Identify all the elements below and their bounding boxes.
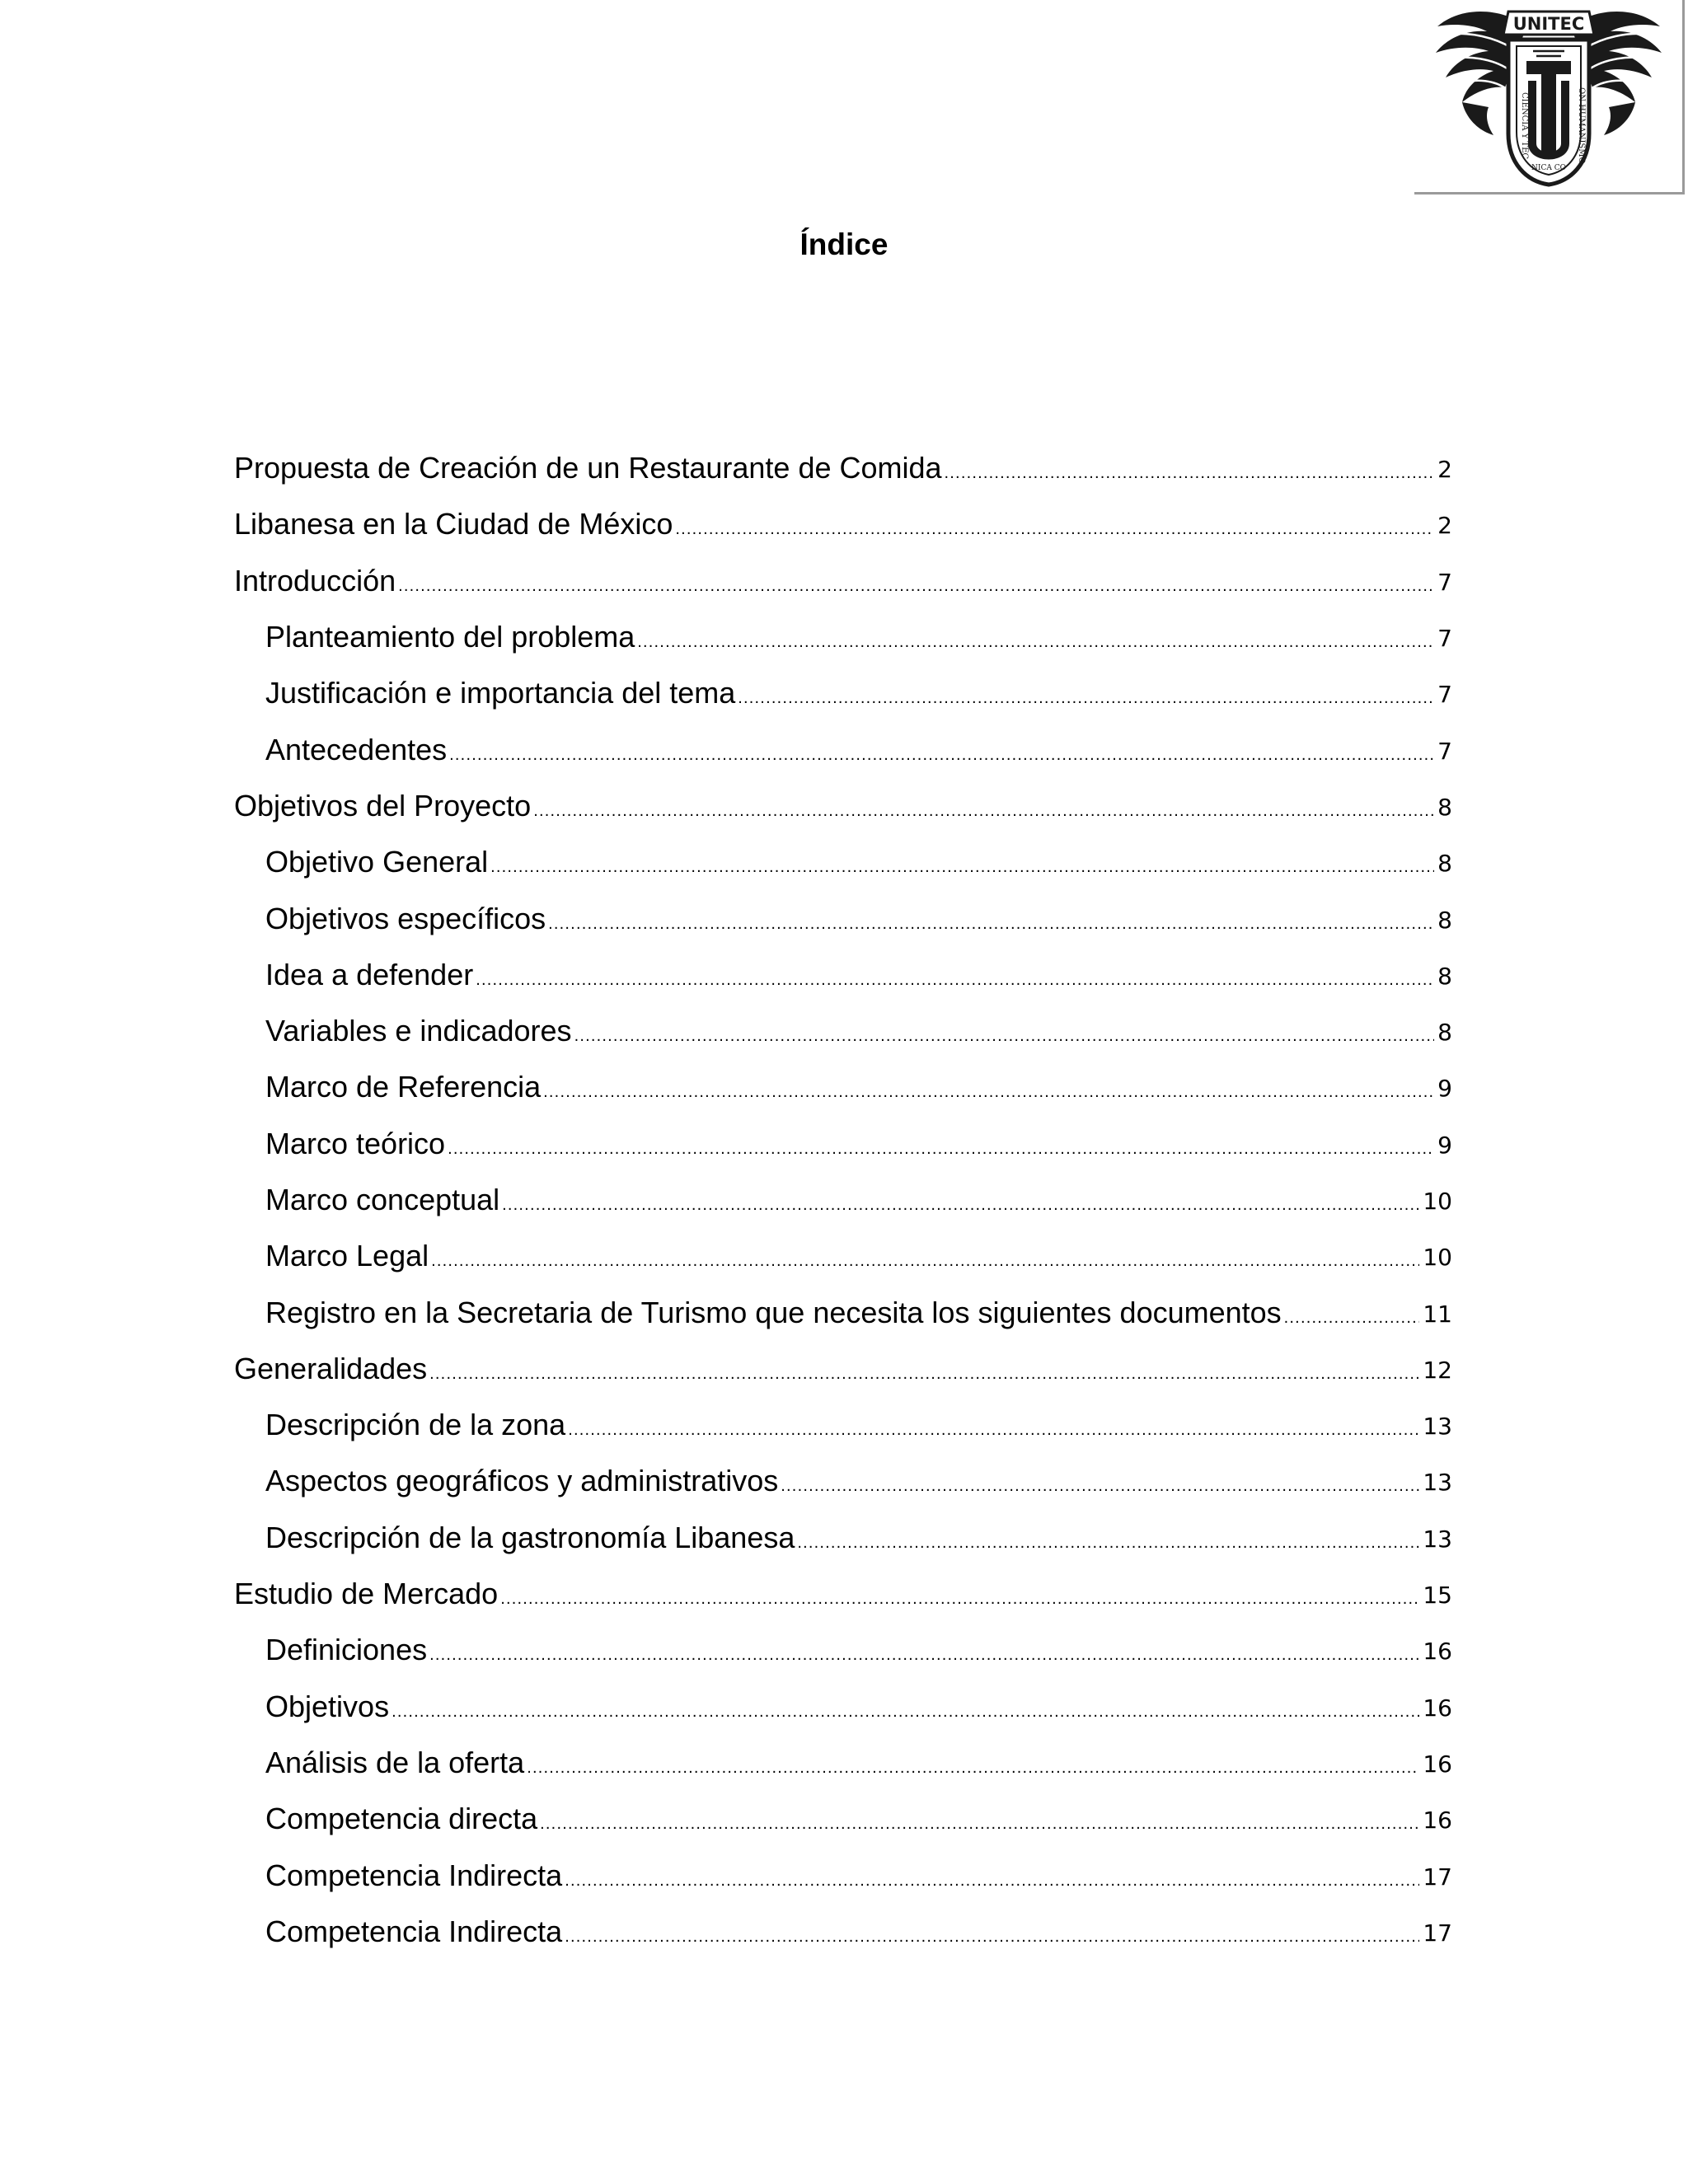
toc-entry-page-number: 11: [1423, 1300, 1452, 1328]
toc-dot-leader: [574, 1028, 1435, 1044]
toc-entry[interactable]: [234, 1059, 1452, 1115]
toc-dot-leader: [568, 1422, 1419, 1438]
toc-dot-leader: [398, 578, 1434, 594]
toc-entry-label: Descripción de la gastronomía Libanesa: [265, 1520, 795, 1554]
toc-entry[interactable]: [234, 1510, 1452, 1566]
toc-dot-leader: [540, 1816, 1419, 1832]
toc-dot-leader: [565, 1872, 1419, 1889]
toc-entry-label: Objetivos: [265, 1689, 390, 1723]
toc-entry-label: Registro en la Secretaria de Turismo que necesita los siguientes documentos: [265, 1295, 1282, 1329]
unitec-logo-icon: [1429, 2, 1668, 190]
toc-entry-label: Objetivos específicos: [265, 901, 546, 935]
toc-dot-leader: [527, 1760, 1419, 1776]
toc-entry[interactable]: [234, 1003, 1452, 1059]
toc-entry[interactable]: [234, 1172, 1452, 1228]
toc-entry-label: Propuesta de Creación de un Restaurante de Comida: [234, 451, 942, 485]
toc-entry[interactable]: [234, 1397, 1452, 1453]
toc-entry[interactable]: [234, 1566, 1452, 1622]
toc-entry-page-number: 7: [1437, 737, 1452, 765]
toc-entry-label: Análisis de la oferta: [265, 1745, 525, 1779]
toc-entry[interactable]: [234, 609, 1452, 665]
toc-dot-leader: [429, 1647, 1419, 1663]
toc-dot-leader: [533, 803, 1434, 819]
toc-entry[interactable]: [234, 665, 1452, 721]
toc-entry-page-number: 13: [1423, 1525, 1452, 1553]
toc-entry-page-number: 8: [1437, 1019, 1452, 1047]
toc-entry-page-number: 10: [1423, 1244, 1452, 1272]
toc-dot-leader: [543, 1084, 1434, 1100]
toc-entry-label: Antecedentes: [265, 732, 448, 766]
toc-dot-leader: [502, 1197, 1419, 1213]
toc-entry-page-number: 2: [1437, 456, 1452, 484]
toc-entry-label: Objetivos del Proyecto: [234, 788, 532, 823]
toc-entry[interactable]: [234, 1679, 1452, 1735]
toc-dot-leader: [500, 1591, 1419, 1607]
toc-entry-page-number: 8: [1437, 962, 1452, 990]
toc-entry-label: Planteamiento del problema: [265, 620, 635, 654]
toc-entry[interactable]: [234, 1453, 1452, 1509]
toc-entry[interactable]: [234, 834, 1452, 890]
toc-entry-page-number: 8: [1437, 850, 1452, 878]
toc-entry-page-number: 12: [1423, 1356, 1452, 1384]
toc-entry-label: Idea a defender: [265, 957, 474, 991]
toc-dot-leader: [565, 1929, 1419, 1945]
toc-entry-label: Generalidades: [234, 1351, 428, 1385]
toc-entry-label: Competencia Indirecta: [265, 1914, 563, 1948]
toc-dot-leader: [449, 747, 1434, 763]
toc-entry-page-number: 9: [1437, 1075, 1452, 1103]
toc-entry[interactable]: [234, 947, 1452, 1003]
toc-dot-leader: [490, 859, 1434, 875]
toc-entry-label: Competencia directa: [265, 1802, 538, 1836]
toc-dot-leader: [448, 1141, 1434, 1157]
toc-entry-page-number: 16: [1423, 1807, 1452, 1835]
toc-entry[interactable]: [234, 1341, 1452, 1397]
toc-entry[interactable]: [234, 1791, 1452, 1847]
toc-entry-label: Competencia Indirecta: [265, 1858, 563, 1892]
toc-entry[interactable]: [234, 890, 1452, 946]
toc-entry-label: Marco Legal: [265, 1239, 429, 1273]
toc-entry-label: Libanesa en la Ciudad de México: [234, 507, 673, 541]
toc-entry-label: Estudio de Mercado: [234, 1577, 499, 1611]
toc-dot-leader: [675, 521, 1434, 537]
toc-entry-page-number: 15: [1423, 1582, 1452, 1610]
toc-entry-page-number: 17: [1423, 1919, 1452, 1947]
toc-entry[interactable]: [234, 1847, 1452, 1903]
logo-frame: [1414, 0, 1685, 194]
svg-text:ON HUMANISMO: ON HUMANISMO: [1577, 87, 1586, 164]
toc-entry-label: Marco teórico: [265, 1126, 446, 1160]
toc-entry-label: Descripción de la zona: [265, 1408, 566, 1442]
toc-entry-page-number: 10: [1423, 1188, 1452, 1215]
toc-entry-page-number: 8: [1437, 793, 1452, 821]
toc-entry-label: Justificación e importancia del tema: [265, 676, 736, 710]
toc-entry-page-number: 13: [1423, 1469, 1452, 1497]
toc-entry-page-number: 16: [1423, 1638, 1452, 1666]
toc-entry[interactable]: [234, 1622, 1452, 1678]
toc-entry[interactable]: [234, 1904, 1452, 1960]
toc-entry[interactable]: [234, 1116, 1452, 1172]
toc-dot-leader: [738, 690, 1434, 706]
toc-dot-leader: [392, 1704, 1419, 1720]
toc-entry-page-number: 8: [1437, 906, 1452, 934]
toc-dot-leader: [781, 1478, 1419, 1494]
toc-entry-page-number: 9: [1437, 1131, 1452, 1159]
toc-dot-leader: [945, 465, 1435, 481]
toc-entry-label: Aspectos geográficos y administrativos: [265, 1464, 779, 1498]
toc-entry-page-number: 2: [1437, 512, 1452, 540]
toc-entry-page-number: 7: [1437, 625, 1452, 653]
svg-text:NICA CO: NICA CO: [1531, 164, 1566, 172]
toc-entry[interactable]: [234, 496, 1452, 552]
toc-entry-label: Introducción: [234, 563, 396, 598]
toc-entry-page-number: 17: [1423, 1863, 1452, 1891]
toc-entry[interactable]: [234, 1284, 1452, 1340]
toc-entry-label: Variables e indicadores: [265, 1014, 572, 1048]
toc-entry[interactable]: [234, 1228, 1452, 1284]
toc-entry-label: Marco de Referencia: [265, 1070, 542, 1104]
index-title: Índice: [799, 227, 889, 261]
toc-entry[interactable]: [234, 440, 1452, 496]
toc-entry-label: Marco conceptual: [265, 1183, 500, 1216]
toc-entry-page-number: 16: [1423, 1694, 1452, 1722]
svg-text:CIENCIA Y TEC: CIENCIA Y TEC: [1520, 92, 1529, 160]
toc-entry[interactable]: [234, 721, 1452, 777]
table-of-contents: [234, 440, 1452, 1960]
svg-text:UNITEC: UNITEC: [1512, 14, 1585, 34]
toc-entry-page-number: 13: [1423, 1413, 1452, 1441]
toc-entry[interactable]: [234, 778, 1452, 834]
toc-dot-leader: [429, 1366, 1419, 1382]
toc-dot-leader: [1284, 1310, 1420, 1326]
toc-entry[interactable]: [234, 553, 1452, 609]
toc-entry[interactable]: [234, 1735, 1452, 1791]
toc-dot-leader: [476, 972, 1434, 988]
toc-dot-leader: [637, 634, 1434, 650]
toc-entry-page-number: 7: [1437, 681, 1452, 709]
toc-entry-page-number: 7: [1437, 568, 1452, 596]
toc-dot-leader: [797, 1535, 1419, 1551]
toc-entry-label: Objetivo General: [265, 845, 489, 879]
toc-entry-label: Definiciones: [265, 1633, 428, 1667]
toc-entry-page-number: 16: [1423, 1750, 1452, 1778]
toc-dot-leader: [431, 1253, 1419, 1269]
toc-dot-leader: [548, 916, 1434, 932]
